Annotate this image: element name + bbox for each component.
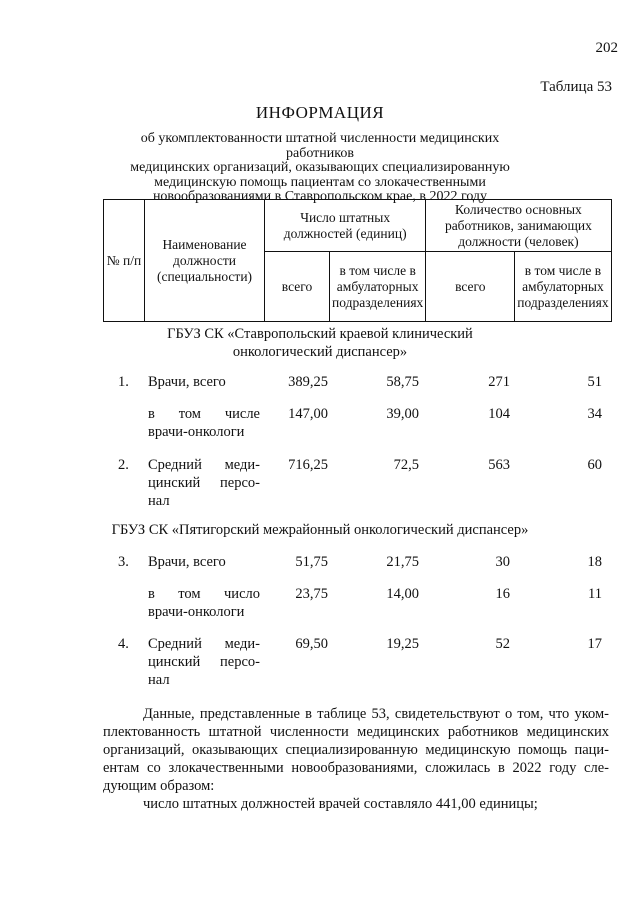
cell-positions-ambulatory: 19,25	[386, 636, 419, 652]
cell-positions-ambulatory: 21,75	[386, 554, 419, 570]
row-name-line: в том числе	[148, 406, 260, 422]
cell-positions-ambulatory: 58,75	[386, 374, 419, 390]
table-label: Таблица 53	[540, 79, 612, 95]
row-number: 2.	[118, 457, 129, 473]
subtitle-line: медицинских организаций, оказывающих специализированную	[130, 160, 510, 175]
table-row	[0, 456, 640, 512]
table-row	[0, 405, 640, 445]
cell-workers-ambulatory: 60	[587, 457, 602, 473]
organization-heading	[0, 521, 640, 539]
row-name: Врачи, всего	[148, 374, 226, 390]
row-name	[148, 585, 260, 621]
cell-workers-total: 271	[488, 374, 510, 390]
header-ambulatory: в том числе в амбулаторных подразделениях	[515, 252, 611, 322]
row-number: 1.	[118, 374, 129, 390]
row-name	[148, 635, 260, 689]
row-name-line: в том число	[148, 586, 260, 602]
cell-workers-total: 16	[495, 586, 510, 602]
cell-positions-total: 147,00	[288, 406, 328, 422]
cell-workers-total: 30	[495, 554, 510, 570]
row-name: Врачи, всего	[148, 554, 226, 570]
row-name-line: цинский персо-	[148, 654, 260, 670]
cell-workers-total: 563	[488, 457, 510, 473]
org-line: онкологический диспансер»	[232, 344, 408, 360]
org-line: ГБУЗ СК «Ставропольский краевой клинический	[167, 326, 473, 342]
cell-positions-total: 69,50	[295, 636, 328, 652]
cell-workers-ambulatory: 18	[587, 554, 602, 570]
table-row	[0, 553, 640, 573]
row-name-line: Средний меди-	[148, 636, 260, 652]
header-total: всего	[426, 252, 515, 322]
table-row	[0, 585, 640, 625]
table-row	[0, 635, 640, 691]
header-total: всего	[265, 252, 330, 322]
page-number: 202	[595, 40, 618, 56]
paragraph-line: организаций, оказывающих специализированную медицинскую помощь паци-	[103, 742, 609, 758]
row-name	[148, 456, 260, 510]
cell-workers-ambulatory: 34	[587, 406, 602, 422]
cell-positions-ambulatory: 72,5	[393, 457, 419, 473]
cell-workers-ambulatory: 11	[588, 586, 602, 602]
cell-positions-ambulatory: 14,00	[386, 586, 419, 602]
paragraph-line: плектованность штатной численности медицинских работников медицинских	[103, 724, 609, 740]
header-num: № п/п	[104, 200, 145, 322]
paragraph-line: число штатных должностей врачей составляло 441,00 единицы;	[143, 796, 538, 812]
cell-positions-total: 716,25	[288, 457, 328, 473]
row-number: 3.	[118, 554, 129, 570]
subtitle-line: новообразованиями в Ставропольском крае, в 2022 году	[152, 189, 488, 204]
org-line: ГБУЗ СК «Пятигорский межрайонный онкологический диспансер»	[111, 522, 529, 538]
cell-positions-total: 23,75	[295, 586, 328, 602]
cell-workers-total: 104	[488, 406, 510, 422]
table-row	[0, 373, 640, 393]
row-name-line: нал	[148, 672, 170, 688]
cell-workers-ambulatory: 17	[587, 636, 602, 652]
organization-heading	[0, 325, 640, 361]
cell-workers-ambulatory: 51	[587, 374, 602, 390]
row-name-line: врачи-онкологи	[148, 424, 245, 440]
cell-workers-total: 52	[495, 636, 510, 652]
row-name-line: нал	[148, 493, 170, 509]
cell-positions-ambulatory: 39,00	[386, 406, 419, 422]
row-name	[148, 405, 260, 441]
subtitle-line: об укомплектованности штатной численности медицинских работников	[140, 131, 500, 161]
table-header	[103, 199, 612, 322]
paragraph-line: дующим образом:	[103, 778, 215, 794]
header-name: Наименование должности (специальности)	[145, 200, 265, 322]
paragraph-line: Данные, представленные в таблице 53, свидетельствуют о том, что уком-	[143, 706, 609, 722]
body-paragraph	[103, 705, 609, 813]
document-title: ИНФОРМАЦИЯ	[255, 103, 385, 122]
header-group-workers: Количество основных работников, занимающих должности (человек)	[426, 200, 611, 252]
row-name-line: Средний меди-	[148, 457, 260, 473]
header-ambulatory: в том числе в амбулаторных подразделениях	[330, 252, 426, 322]
paragraph-line: ентам со злокачественными новообразованиями, сложилась в 2022 году сле-	[103, 760, 609, 776]
row-name-line: цинский персо-	[148, 475, 260, 491]
cell-positions-total: 51,75	[295, 554, 328, 570]
row-name-line: врачи-онкологи	[148, 604, 245, 620]
document-subtitle	[110, 132, 530, 205]
cell-positions-total: 389,25	[288, 374, 328, 390]
subtitle-line: медицинскую помощь пациентам со злокачественными	[154, 174, 486, 190]
header-group-positions: Число штатных должностей (единиц)	[265, 200, 426, 252]
row-number: 4.	[118, 636, 129, 652]
